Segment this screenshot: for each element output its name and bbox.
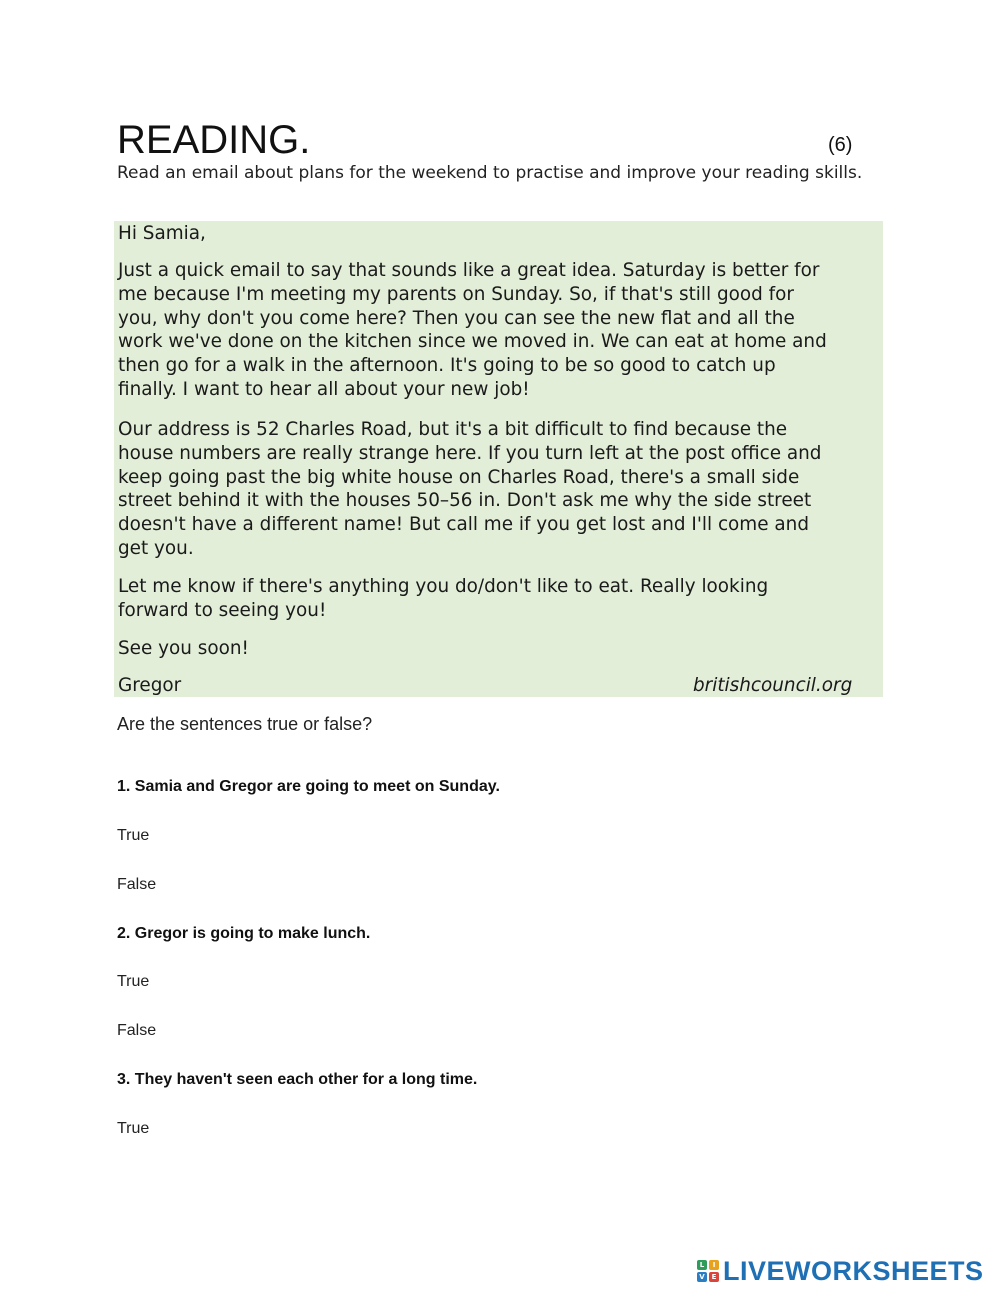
logo-blocks-icon (697, 1260, 719, 1282)
email-paragraph-1: Just a quick email to say that sounds like a great idea. Saturday is better for me because I'm meeting my parents on Sunday. So, if that's still good for you, why don't you come here? Then you can see the new flat and all the work we've done on the kitchen since we moved in. We can eat at home and then go for a walk in the afternoon. It's going to be so good to catch up finally. I want to hear all about your new job! (118, 260, 827, 400)
page-title: READING. (117, 118, 311, 162)
email-signature: Gregor (118, 675, 182, 696)
question-1-option-false[interactable]: False (117, 876, 157, 893)
quiz-instruction: Are the sentences true or false? (117, 714, 373, 734)
question-1: 1. Samia and Gregor are going to meet on Sunday. (117, 778, 500, 795)
question-2-option-false[interactable]: False (117, 1022, 157, 1039)
email-paragraph-2: Our address is 52 Charles Road, but it's a bit difficult to find because the house numbers are really strange here. If you turn left at the post office and keep going past the big white house on Charles Road, there's a small side street behind it with the houses 50–56 in. Don't ask me why the side street doesn't have a different name! But call me if you get lost and I'll come and get you. (118, 419, 822, 559)
logo-text: LIVEWORKSHEETS (723, 1255, 984, 1286)
page-subtitle: Read an email about plans for the weekend to practise and improve your reading skills. (117, 163, 863, 183)
logo-block-l: L (697, 1260, 707, 1270)
email-source: britishcouncil.org (693, 675, 853, 696)
email-closing: See you soon! (118, 638, 249, 659)
liveworksheets-logo (697, 1254, 984, 1288)
question-3: 3. They haven't seen each other for a long time. (117, 1071, 478, 1088)
points-label: (6) (828, 134, 853, 156)
question-3-option-true[interactable]: True (117, 1120, 150, 1137)
logo-block-v: V (697, 1272, 707, 1282)
question-2-option-true[interactable]: True (117, 973, 150, 990)
logo-block-e: E (709, 1272, 719, 1282)
question-2: 2. Gregor is going to make lunch. (117, 925, 371, 942)
email-greeting: Hi Samia, (118, 223, 206, 244)
logo-block-i: I (709, 1260, 719, 1270)
question-1-option-true[interactable]: True (117, 827, 150, 844)
email-paragraph-3: Let me know if there's anything you do/don't like to eat. Really looking forward to seeing you! (118, 576, 769, 621)
